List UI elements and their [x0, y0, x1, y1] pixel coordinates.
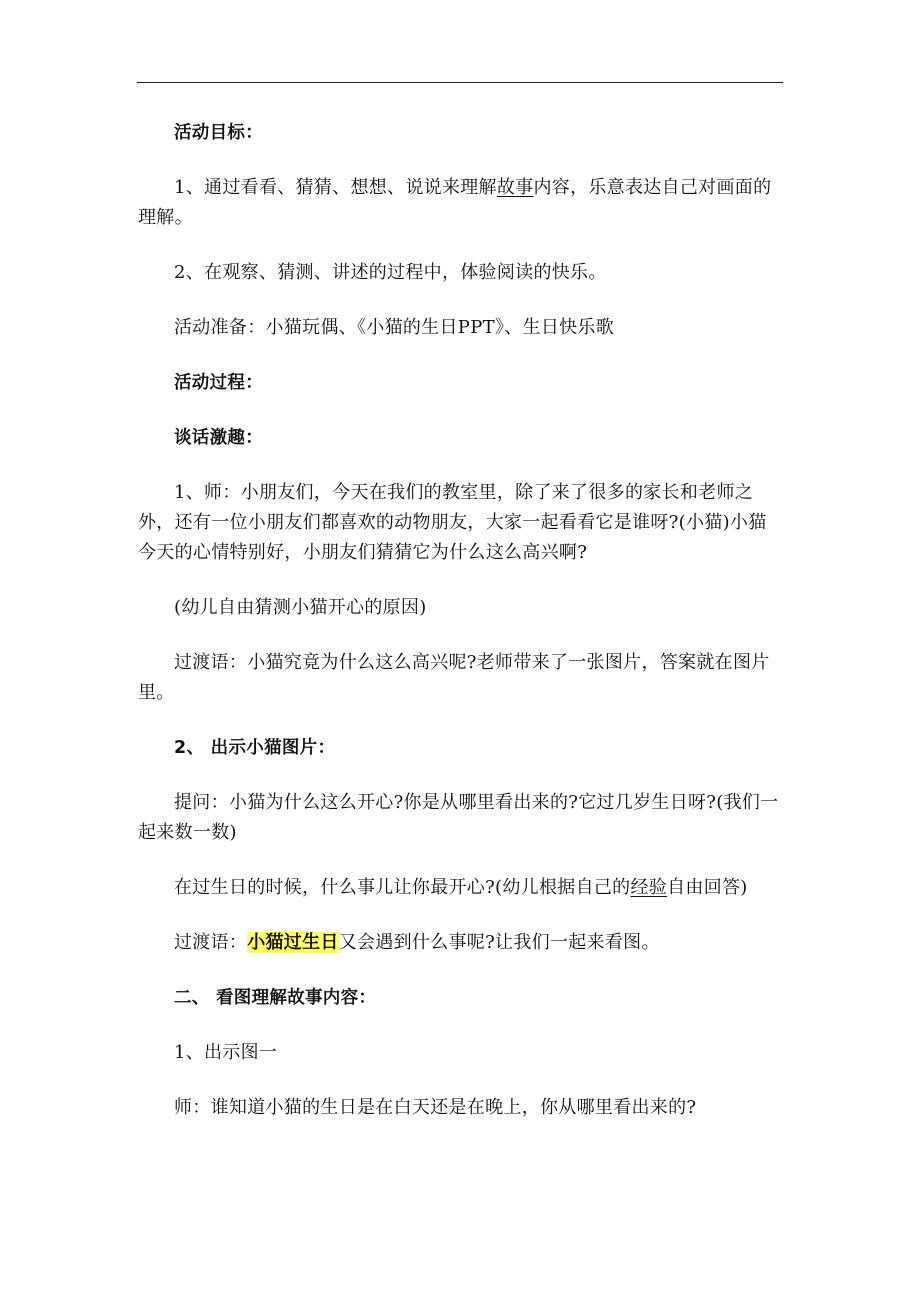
experience-link[interactable]: 经验 [630, 877, 668, 898]
show-picture-1: 1、出示图一 [174, 1042, 278, 1063]
transition-2-text: 又会遇到什么事呢?让我们一起来看图。 [338, 932, 660, 953]
activity-preparation: 活动准备：小猫玩偶、《小猫的生日PPT》、生日快乐歌 [174, 317, 615, 338]
intro-heading: 谈话激趣： [174, 428, 263, 448]
goal-1-text-a: 1、通过看看、猜猜、想想、说说来理解 [174, 177, 497, 198]
transition-1: 过渡语：小猫究竟为什么这么高兴呢?老师带来了一张图片，答案就在图片里。 [138, 652, 770, 703]
birthday-question-text-a: 在过生日的时候，什么事儿让你最开心?(幼儿根据自己的 [174, 877, 631, 898]
story-link[interactable]: 故事 [496, 177, 534, 198]
goal-1 [138, 173, 784, 233]
birthday-question [138, 873, 784, 903]
goals-heading: 活动目标： [174, 123, 263, 143]
document-body [138, 118, 784, 1123]
section-2-heading: 二、 看图理解故事内容： [174, 988, 377, 1008]
header-rule [137, 82, 783, 83]
transition-2-label: 过渡语： [174, 932, 248, 953]
goal-2: 2、在观察、猜测、讲述的过程中，体验阅读的快乐。 [174, 262, 607, 283]
birthday-question-text-b: 自由回答) [667, 877, 748, 898]
goal-1-text-b: 内容，乐意表达自己对画面的理解。 [138, 177, 772, 228]
show-picture-heading: 2、 出示小猫图片： [174, 738, 336, 758]
question-paragraph: 提问：小猫为什么这么开心?你是从哪里看出来的?它过几岁生日呀?(我们一起来数一数) [138, 792, 779, 843]
guess-note: (幼儿自由猜测小猫开心的原因) [174, 597, 427, 618]
process-heading: 活动过程： [174, 373, 263, 393]
teacher-intro: 1、师：小朋友们，今天在我们的教室里，除了来了很多的家长和老师之外，还有一位小朋友们都喜欢的动物朋友，大家一起看看它是谁呀?(小猫)小猫今天的心情特别好，小朋友们猜猜它为什么这么高兴啊? [138, 482, 767, 563]
highlighted-phrase: 小猫过生日 [247, 932, 339, 953]
transition-2 [138, 928, 784, 958]
teacher-question: 师：谁知道小猫的生日是在白天还是在晚上，你从哪里看出来的? [174, 1097, 697, 1118]
